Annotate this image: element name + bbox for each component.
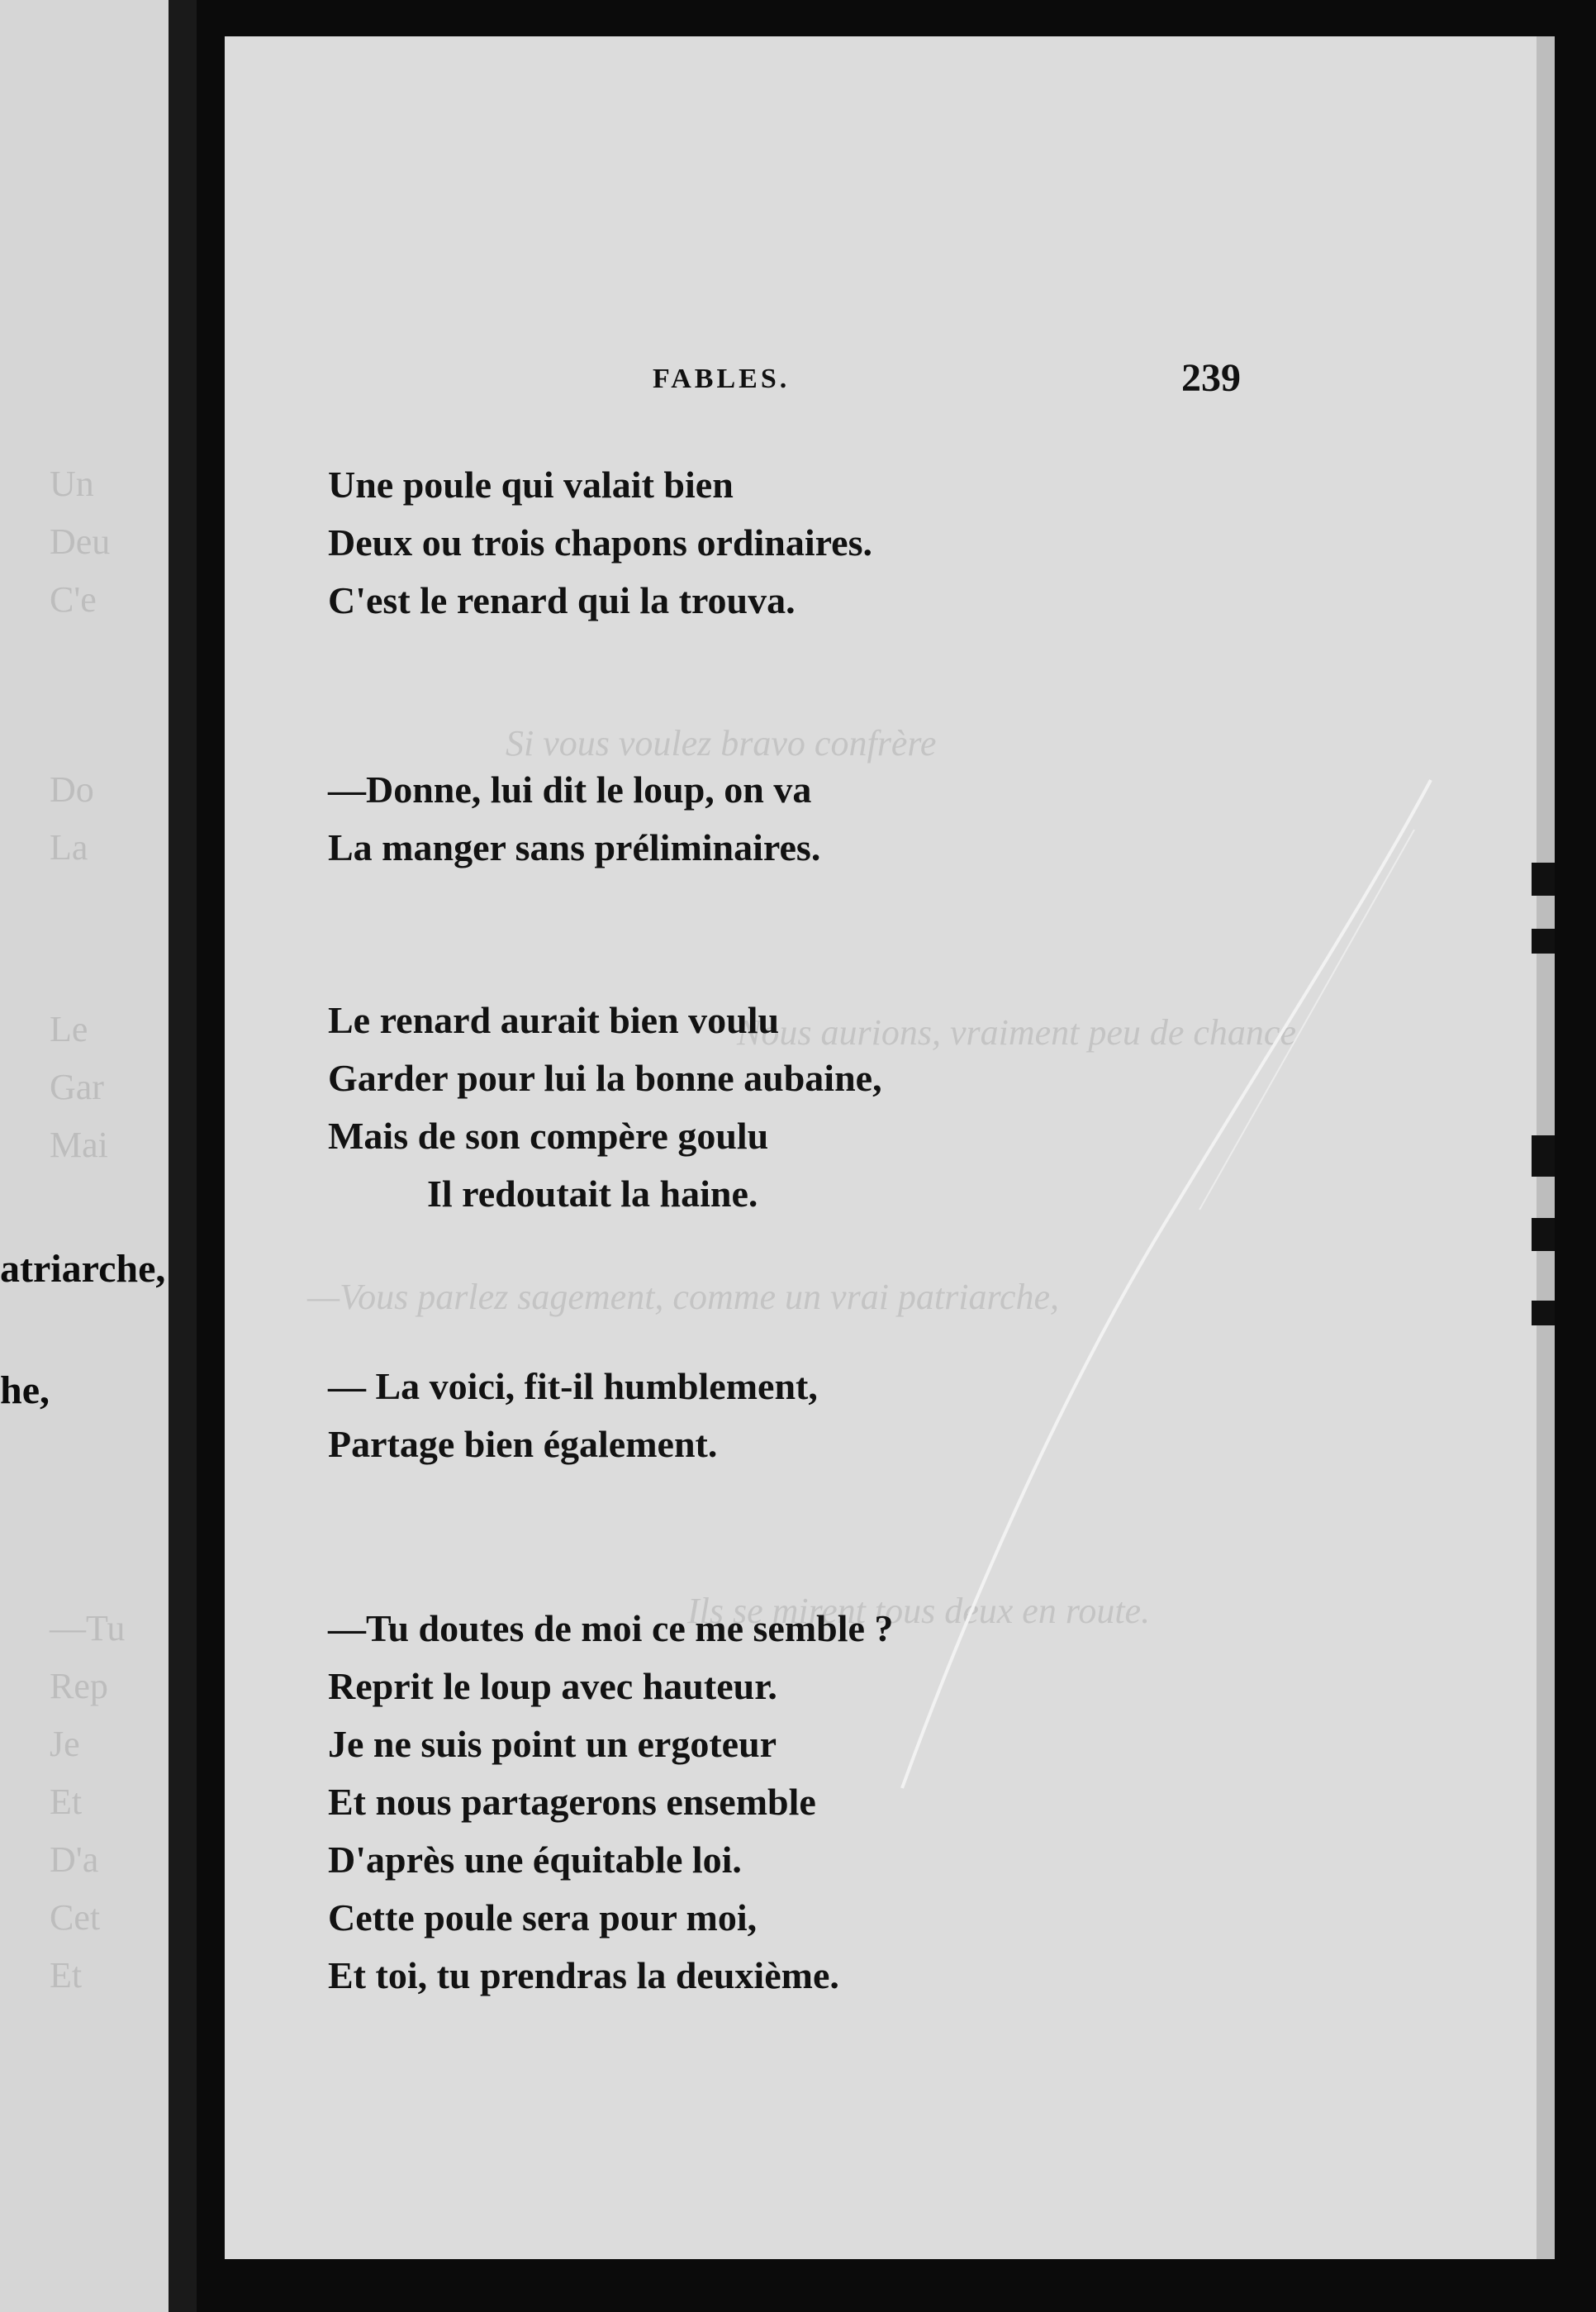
verse-line: Cette poule sera pour moi, <box>328 1896 758 1939</box>
show-through-text: Nous aurions, vraiment peu de chance <box>737 1012 1296 1053</box>
page-number: 239 <box>1181 356 1241 400</box>
left-page-fragment: atriarche, <box>0 1247 166 1291</box>
left-ghost-text: Mai <box>50 1125 108 1165</box>
left-ghost-text: Et <box>50 1782 83 1822</box>
page-edge-mark <box>1532 1135 1555 1177</box>
left-ghost-text: C'e <box>50 579 97 620</box>
show-through-text: —Vous parlez sagement, comme un vrai patriarche, <box>307 1277 1060 1317</box>
page-edge-mark <box>1532 929 1555 954</box>
left-page-strip <box>0 0 197 2312</box>
left-ghost-text: Rep <box>50 1666 108 1706</box>
verse-line: La manger sans préliminaires. <box>328 826 821 868</box>
left-ghost-text: Un <box>50 464 94 504</box>
running-title: FABLES. <box>653 364 791 394</box>
verse-line: C'est le renard qui la trouva. <box>328 579 796 621</box>
stanza <box>328 456 872 630</box>
verse-line: Garder pour lui la bonne aubaine, <box>328 1057 882 1099</box>
stanza <box>328 761 820 877</box>
verse-line: Mais de son compère goulu <box>328 1115 769 1157</box>
page-edge-mark <box>1532 1218 1555 1251</box>
verse-line: —Donne, lui dit le loup, on va <box>328 768 812 811</box>
verse-line: Il redoutait la haine. <box>427 1173 758 1215</box>
left-ghost-text: Deu <box>50 521 111 562</box>
book-gutter <box>169 0 197 2312</box>
left-ghost-text: Le <box>50 1009 88 1049</box>
verse-line: — La voici, fit-il humblement, <box>328 1365 818 1407</box>
verse-line: Et toi, tu prendras la deuxième. <box>328 1954 839 1996</box>
left-ghost-text: D'a <box>50 1839 99 1880</box>
left-ghost-text: Do <box>50 769 94 810</box>
stanza <box>328 992 882 1223</box>
verse-line: Une poule qui valait bien <box>328 464 734 506</box>
left-ghost-text: La <box>50 827 88 868</box>
page-edge-mark <box>1532 863 1555 896</box>
show-through-text: Ils se mirent tous deux en route. <box>687 1591 1151 1631</box>
stanza <box>328 1358 818 1473</box>
verse-line: Et nous partagerons ensemble <box>328 1781 816 1823</box>
verse-line: —Tu doutes de moi ce me semble ? <box>328 1607 894 1649</box>
show-through-text: Si vous voulez bravo confrère <box>506 723 937 764</box>
stanza <box>328 1600 893 2005</box>
book-page <box>225 36 1555 2259</box>
left-ghost-text: Je <box>50 1724 80 1764</box>
verse-line: Deux ou trois chapons ordinaires. <box>328 521 873 564</box>
page-edge-mark <box>1532 1301 1555 1325</box>
verse-line: Le renard aurait bien voulu <box>328 999 780 1041</box>
left-ghost-text: Gar <box>50 1067 104 1107</box>
left-ghost-text: —Tu <box>50 1608 126 1648</box>
verse-line: Je ne suis point un ergoteur <box>328 1723 777 1765</box>
verse-line: D'après une équitable loi. <box>328 1839 742 1881</box>
verse-line: Partage bien également. <box>328 1423 718 1465</box>
left-ghost-text: Cet <box>50 1897 101 1938</box>
verse-line: Reprit le loup avec hauteur. <box>328 1665 777 1707</box>
left-ghost-text: Et <box>50 1955 83 1996</box>
left-page-fragment: he, <box>0 1368 50 1412</box>
